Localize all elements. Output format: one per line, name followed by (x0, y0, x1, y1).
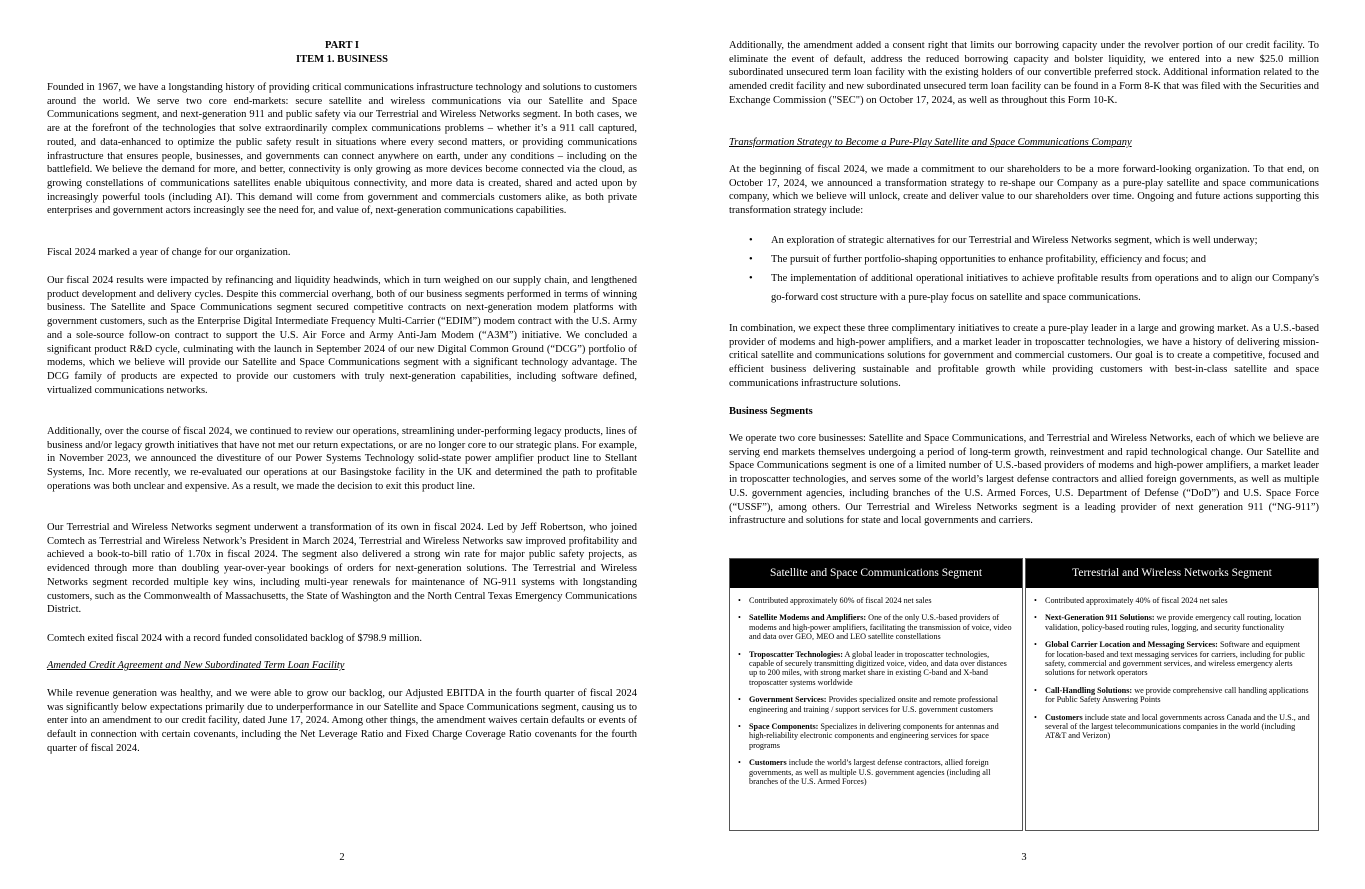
part-heading: PART I (325, 40, 359, 51)
page-3 (729, 0, 1319, 889)
item-bold: Government Services: (749, 695, 827, 705)
list-item (1034, 613, 1310, 632)
item-text: Software and equipment for location-based and text messaging services for carriers, including for public safety, commercial and government services, and wireless emergency alerts solutions for network operators (1045, 640, 1305, 678)
subheading-transformation: Transformation Strategy to Become a Pure-Play Satellite and Space Communications Company (729, 137, 1132, 148)
item-bold: Space Components: (749, 722, 819, 732)
page-number: 2 (339, 852, 345, 863)
paragraph-operations-review: Additionally, over the course of fiscal 2024, we continued to review our operations, streamlining under-performing legacy products, lines of business and/or legacy growth initiatives that have not met our return expectations, or are no longer core to our strategic plans. For example, in November 2023, we announced the divestiture of our Power Systems Technology solid-state power amplifier product line to Stellant Systems, Inc. More recently, we re-evaluated our operations at our Basingstoke facility in the UK and determined the path to profitable operations was both unclear and expensive. As a result, we made the decision to exit this product line. (47, 426, 637, 492)
paragraph-backlog: Comtech exited fiscal 2024 with a record funded consolidated backlog of $798.9 million. (47, 633, 422, 644)
paragraph-transformation: At the beginning of fiscal 2024, we made a commitment to our shareholders to be a more forward-looking organization. To that end, on October 17, 2024, we announced a transformation strategy to re-shape our Company as a pure-play satellite and space communications company, which we believe will unlock, create and deliver value to our shareholders over time. Ongoing and future actions supporting this transformation strategy include: (729, 164, 1319, 217)
item-text: Provides specialized onsite and remote professional engineering and training / support services for U.S. government customers (749, 695, 998, 714)
part-heading-block (47, 39, 637, 66)
list-item (738, 613, 1014, 641)
list-item: • An exploration of strategic alternatives for our Terrestrial and Wireless Networks segment, which is well underway; (729, 231, 1319, 250)
list-item (738, 722, 1014, 750)
list-item (738, 695, 1014, 714)
satellite-segment-title: Satellite and Space Communications Segment (730, 559, 1022, 588)
item-heading: ITEM 1. BUSINESS (296, 53, 388, 65)
satellite-segment-list (730, 588, 1022, 787)
terrestrial-segment-list (1026, 588, 1318, 741)
list-item (1034, 640, 1310, 678)
list-item: • The implementation of additional operational initiatives to achieve profitable results from operations and to align our Company's go-forward cost structure with a pure-play focus on satellite and space communications. (729, 269, 1319, 307)
item-text: A global leader in troposcatter technologies, capable of securely transmitting digitized voice, video, and data over distances up to 200 miles, with strong market share in existing C-band and X-band troposcatter systems worldwide (749, 649, 1007, 687)
terrestrial-segment-title: Terrestrial and Wireless Networks Segment (1026, 559, 1318, 588)
terrestrial-segment-box (1025, 558, 1319, 831)
paragraph-revenue-ebitda: While revenue generation was healthy, and we were able to grow our backlog, our Adjusted EBITDA in the fourth quarter of fiscal 2024 was significantly below expectations primarily due to underperformance in our Satellite and Space Communications segment, causing us to enter into an amendment to our credit facility, dated June 17, 2024. Among other things, the amendment waives certain defaults or events of default in connection with certain covenants, including the Net Leverage Ratio and Fixed Charge Coverage Ratio covenants for the fourth quarter of fiscal 2024. (47, 688, 637, 754)
item-text: Specializes in delivering components for antennas and high-reliability electronic components and engineering services for space programs (749, 722, 999, 750)
paragraph-combination: In combination, we expect these three complimentary initiatives to create a pure-play leader in a large and growing market. As a U.S.-based provider of modems and high-power amplifiers, and a market leader in troposcatter technologies, we have a history of delivering mission-critical satellite and communications solutions for government and commercial customers. Our goal is to create a competitive, focused and efficient business delivering sustainable and profitable growth while providing customers with best-in-class satellite and space communications infrastructure solutions. (729, 323, 1319, 389)
item-bold: Customers (749, 758, 787, 768)
item-bold: Next-Generation 911 Solutions: (1045, 613, 1155, 623)
paragraph-segments: We operate two core businesses: Satellite and Space Communications, and Terrestrial and Wireless Networks, each of which we believe are serving end markets themselves undergoing a period of long-term growth, reinvestment and rapid technological change. Our Satellite and Space Communications segment is one of a limited number of U.S.-based providers of modems and high-power amplifiers, a market leader in troposcatter technologies, and serves some of the world’s largest defense contractors and allied foreign governments, as well as multiple U.S. government agencies, including branches of the U.S. Armed Forces, U.S. Department of Defense (“DoD”) and U.S. Space Force (“USSF”), among others. Our Terrestrial and Wireless Networks segment is a leading provider of next generation 911 (“NG-911”) infrastructure and solutions for state and local governments and carriers. (729, 433, 1319, 527)
subheading-credit-agreement: Amended Credit Agreement and New Subordinated Term Loan Facility (47, 660, 345, 671)
item-text: Contributed approximately 40% of fiscal 2024 net sales (1045, 596, 1228, 605)
satellite-segment-box (729, 558, 1023, 831)
item-bold: Customers (1045, 712, 1083, 722)
list-item (1034, 713, 1310, 741)
list-item: • The pursuit of further portfolio-shaping opportunities to enhance profitability, efficiency and focus; and (729, 250, 1319, 269)
item-text: One of the only U.S.-based providers of modems and high-power amplifiers, facilitating the transmission of voice, video and data over GEO, MEO and LEO satellite constellations (749, 613, 1012, 642)
list-item (738, 650, 1014, 688)
list-item (1034, 686, 1310, 705)
page-2 (47, 0, 637, 889)
item-text: include the world’s largest defense contractors, allied foreign governments, as well as multiple U.S. government agencies (including all branches of the U.S. Armed Forces) (749, 758, 991, 787)
list-item (738, 758, 1014, 786)
page-number: 3 (1021, 852, 1027, 863)
item-bold: Satellite Modems and Amplifiers: (749, 613, 867, 623)
list-item (738, 596, 1014, 605)
item-bold: Global Carrier Location and Messaging Services: (1045, 640, 1218, 650)
heading-business-segments: Business Segments (729, 406, 813, 417)
strategy-bullet-list (729, 231, 1319, 307)
item-bold: Troposcatter Technologies: (749, 649, 843, 659)
list-item (1034, 596, 1310, 605)
item-bold: Call-Handling Solutions: (1045, 685, 1133, 695)
paragraph-fiscal-results: Our fiscal 2024 results were impacted by refinancing and liquidity headwinds, which in turn weighed on our supply chain, and lengthened product development and delivery cycles. Despite this commercial overhang, both of our business segments performed in terms of winning business. The Satellite and Space Communications segment secured competitive contracts on next-generation modem platforms with government customers, such as the Enterprise Digital Intermediate Frequency Multi-Carrier (“EDIM”) modem contract with the U.S. Army and a sole-source follow-on contract to support the U.S. Air Force and Army Anti-Jam Modem (“A3M”) initiative. We concluded a significant product R&D cycle, culminating with the launch in September 2024 of our new Digital Common Ground (“DCG”) portfolio of modems, which we believe will provide our Satellite and Space Communications segment with a significant technology advantage. The DCG family of products are expected to provide our customers with truly next-generation capabilities, including software defined, virtualized communications networks. (47, 275, 637, 396)
paragraph-founding: Founded in 1967, we have a longstanding history of providing critical communications infrastructure technology and solutions to customers around the world. We serve two core end-markets: secure satellite and wireless communications via our Satellite and Space Communications segment, and next-generation 911 and public safety via our Terrestrial and Wireless Networks segment. In both cases, we are at the forefront of the technologies that solve extraordinarily complex communications problems – whether it’s a 911 call captured, routed, and data-enhanced to optimize the public safety result in situations where every second matters, or providing communications infrastructure that ensures people, businesses, and governments can connect anywhere on earth, under any conditions – including on the battlefield. We believe the demand for more, and better, connectivity is only growing as more devices become connected via the cloud, as growing constellations of communications satellites enable ubiquitous connectivity, and more data is created, shared and acted upon by increasingly powerful tools (including AI). This demand will come from government and commercials customers alike, as both private enterprises and government actors increasingly see the need for, and value of, next-generation communications capabilities. (47, 82, 637, 217)
item-text: include state and local governments across Canada and the U.S., and several of the largest telecommunications companies in the world (including AT&T and Verizon) (1045, 712, 1310, 741)
paragraph-fiscal-change: Fiscal 2024 marked a year of change for our organization. (47, 247, 291, 258)
item-text: Contributed approximately 60% of fiscal 2024 net sales (749, 596, 932, 605)
item-text: we provide comprehensive call handling applications for Public Safety Answering Points (1045, 685, 1309, 705)
paragraph-terrestrial: Our Terrestrial and Wireless Networks segment underwent a transformation of its own in fiscal 2024. Led by Jeff Robertson, who joined Comtech as Terrestrial and Wireless Network’s President in March 2024, Terrestrial and Wireless Networks saw improved profitability and achieved a book-to-bill ratio of 1.70x in fiscal 2024. The segment also delivered a strong win rate for major public safety projects, as evidenced through more than doubling year-over-year bookings of orders for next-generation solutions. The Terrestrial and Wireless Networks segment recorded multiple key wins, including multi-year renewals for maintenance of NG-911 systems with longstanding customers, such as the Commonwealth of Massachusetts, the State of Washington and the North Central Texas Emergency Communications District. (47, 522, 637, 616)
item-text: we provide emergency call routing, location validation, policy-based routing rules, logging, and security functionality (1045, 613, 1302, 632)
paragraph-amendment: Additionally, the amendment added a consent right that limits our borrowing capacity under the revolver portion of our credit facility. To eliminate the event of default, address the reduced borrowing capacity and bolster liquidity, we entered into a new $25.0 million subordinated unsecured term loan facility with the existing holders of our convertible preferred stock. Additional information related to the amended credit facility and new subordinated unsecured term loan facility can be found in a Form 8-K that was filed with the Securities and Exchange Commission ("SEC") on October 17, 2024, as well as throughout this Form 10-K. (729, 40, 1319, 106)
